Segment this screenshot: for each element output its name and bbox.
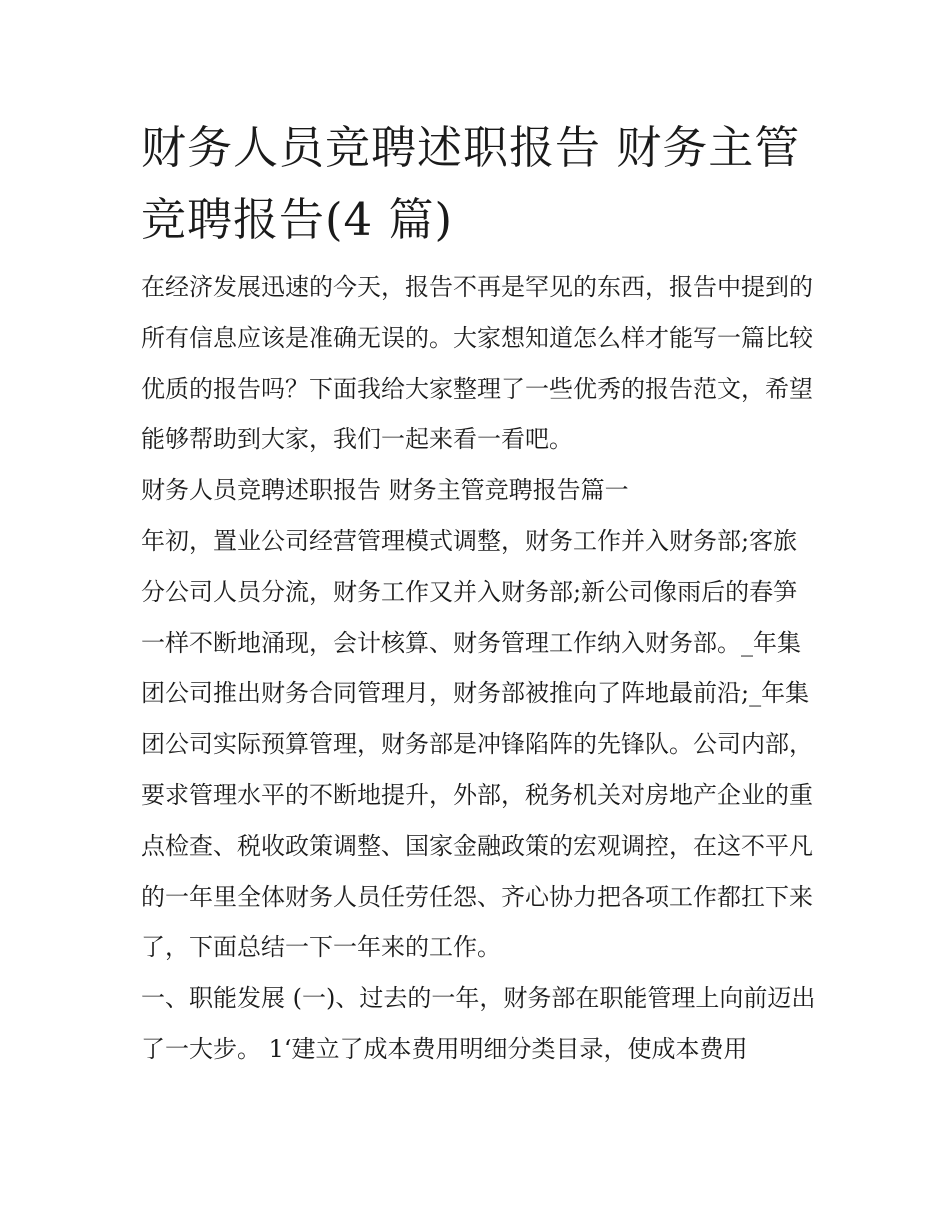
document-body	[141, 262, 821, 1075]
body-paragraph: 年初，置业公司经营管理模式调整，财务工作并入财务部;客旅分公司人员分流，财务工作又并入财务部;新公司像雨后的春笋一样不断地涌现，会计核算、财务管理工作纳入财务部。_年集团公司推出财务合同管理月，财务部被推向了阵地最前沿;_年集团公司实际预算管理，财务部是冲锋陷阵的先锋队。公司内部，要求管理水平的不断地提升，外部，税务机关对房地产企业的重点检查、税收政策调整、国家金融政策的宏观调控，在这不平凡的一年里全体财务人员任劳任怨、齐心协力把各项工作都扛下来了，下面总结一下一年来的工作。	[141, 526, 813, 962]
document-title: 财务人员竞聘述职报告 财务主管竞聘报告(4 篇)	[141, 121, 801, 246]
section-heading: 财务人员竞聘述职报告 财务主管竞聘报告篇一	[141, 476, 629, 505]
document-page	[141, 112, 821, 1075]
function-development-paragraph: 一、职能发展 (一)、过去的一年，财务部在职能管理上向前迈出了一大步。 1‘建立了成本费用明细分类目录，使成本费用	[141, 984, 816, 1063]
intro-paragraph: 在经济发展迅速的今天，报告不再是罕见的东西，报告中提到的所有信息应该是准确无误的。大家想知道怎么样才能写一篇比较优质的报告吗？下面我给大家整理了一些优秀的报告范文，希望能够帮助到大家，我们一起来看一看吧。	[141, 273, 813, 454]
